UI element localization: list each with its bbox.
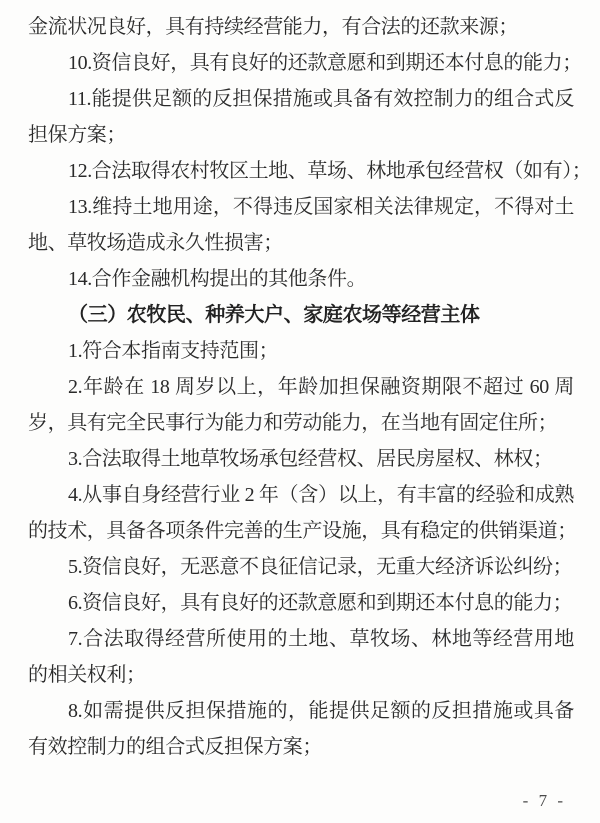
item-8-line-2: 有效控制力的组合式反担保方案； — [28, 736, 322, 758]
item-6: 6.资信良好，具有良好的还款意愿和到期还本付息的能力； — [68, 592, 573, 614]
item-3: 3.合法取得土地草牧场承包经营权、居民房屋权、林权； — [68, 448, 553, 470]
item-14: 14.合作金融机构提出的其他条件。 — [68, 268, 367, 290]
item-8-line-1: 8.如需提供反担保措施的，能提供足额的反担措施或具备 — [68, 700, 574, 722]
item-13-line-1: 13.维持土地用途，不得违反国家相关法律规定，不得对土 — [68, 196, 574, 218]
item-7-line-2: 的相关权利； — [28, 664, 146, 686]
item-11-line-2: 担保方案； — [28, 124, 126, 146]
item-4-line-2: 的技术，具备各项条件完善的生产设施，具有稳定的供销渠道； — [28, 520, 577, 542]
item-11-line-1: 11.能提供足额的反担保措施或具备有效控制力的组合式反 — [68, 88, 574, 110]
section-heading: （三）农牧民、种养大户、家庭农场等经营主体 — [68, 304, 480, 326]
paragraph-continuation: 金流状况良好，具有持续经营能力，有合法的还款来源； — [28, 16, 518, 38]
item-7-line-1: 7.合法取得经营所使用的土地、草牧场、林地等经营用地 — [68, 628, 574, 650]
item-4-line-1: 4.从事自身经营行业 2 年（含）以上，有丰富的经验和成熟 — [68, 484, 574, 506]
item-12: 12.合法取得农村牧区土地、草场、林地承包经营权（如有）； — [68, 160, 592, 182]
item-2-line-1: 2.年龄在 18 周岁以上，年龄加担保融资期限不超过 60 周 — [68, 376, 574, 398]
item-2-line-2: 岁，具有完全民事行为能力和劳动能力，在当地有固定住所； — [28, 412, 558, 434]
page-number: - 7 - — [522, 791, 566, 810]
item-13-line-2: 地、草牧场造成永久性损害； — [28, 232, 283, 254]
item-1: 1.符合本指南支持范围； — [68, 340, 279, 362]
item-10: 10.资信良好，具有良好的还款意愿和到期还本付息的能力； — [68, 52, 582, 74]
item-5: 5.资信良好，无恶意不良征信记录，无重大经济诉讼纠纷； — [68, 556, 573, 578]
